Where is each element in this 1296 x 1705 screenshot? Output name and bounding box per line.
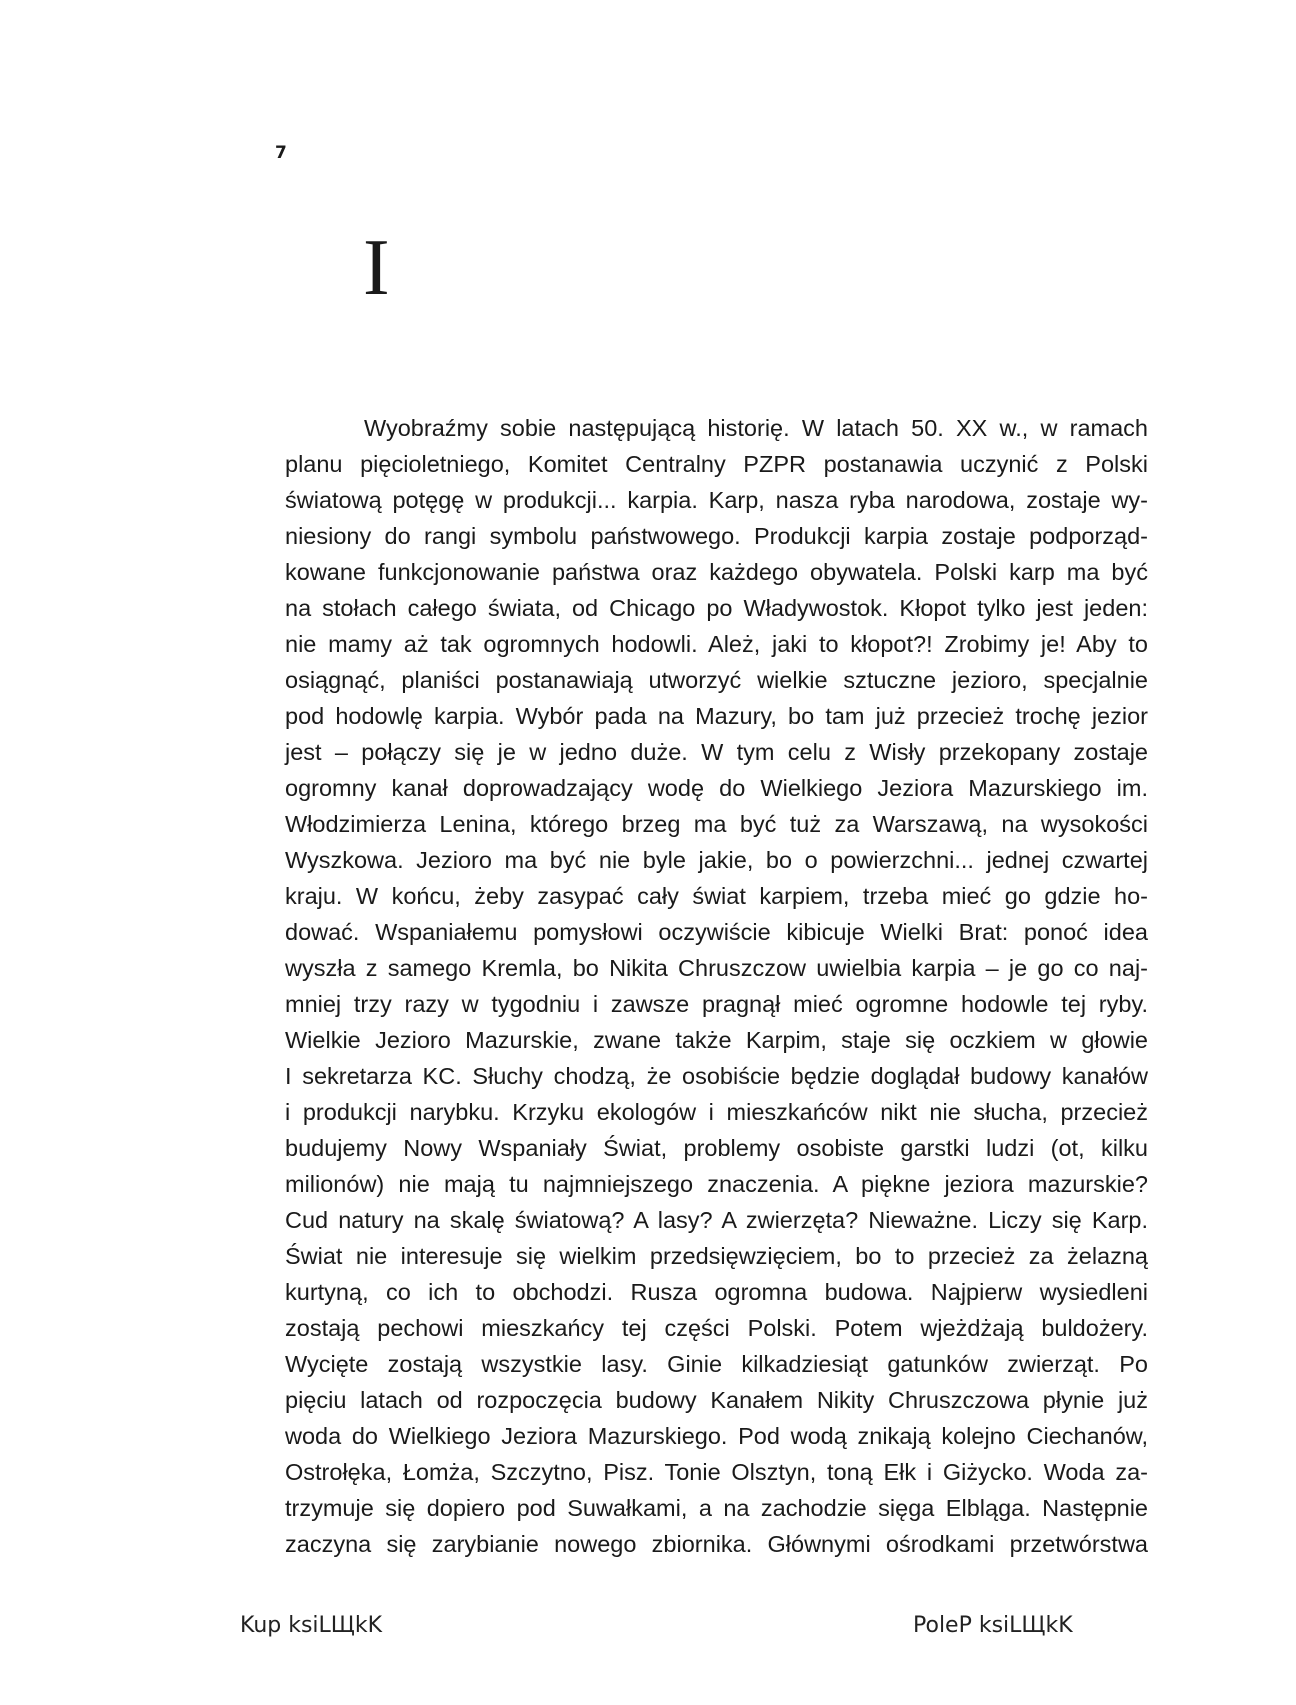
page-number: 7 xyxy=(275,143,287,163)
chapter-numeral: I xyxy=(363,224,390,312)
text-line: zostają pechowi mieszkańcy tej części Polski. Potem wjeżdżają buldożery. xyxy=(285,1315,1148,1341)
text-line: nie mamy aż tak ogromnych hodowli. Ależ, jaki to kłopot?! Zrobimy je! Aby to xyxy=(285,631,1148,657)
text-line: Wyobraźmy sobie następującą historię. W latach 50. XX w., w ramach xyxy=(364,415,1148,441)
text-line: mniej trzy razy w tygodniu i zawsze pragnął mieć ogromne hodowle tej ryby. xyxy=(285,991,1148,1017)
text-line: dować. Wspaniałemu pomysłowi oczywiście kibicuje Wielki Brat: ponoć idea xyxy=(285,919,1148,945)
text-line: Wielkie Jezioro Mazurskie, zwane także Karpim, staje się oczkiem w głowie xyxy=(285,1027,1148,1053)
text-line: wyszła z samego Kremla, bo Nikita Chruszczow uwielbia karpia – je go co naj- xyxy=(285,955,1148,981)
text-line: na stołach całego świata, od Chicago po Władywostok. Kłopot tylko jest jeden: xyxy=(285,595,1148,621)
text-line: I sekretarza KC. Słuchy chodzą, że osobiście będzie doglądał budowy kanałów xyxy=(285,1063,1148,1089)
text-line: pięciu latach od rozpoczęcia budowy Kanałem Nikity Chruszczowa płynie już xyxy=(285,1387,1148,1413)
text-line: i produkcji narybku. Krzyku ekologów i mieszkańców nikt nie słucha, przecież xyxy=(285,1099,1148,1125)
body-paragraph xyxy=(285,410,1148,1562)
text-line: woda do Wielkiego Jeziora Mazurskiego. Pod wodą znikają kolejno Ciechanów, xyxy=(285,1423,1148,1449)
text-line: Świat nie interesuje się wielkim przedsięwzięciem, bo to przecież za żelazną xyxy=(285,1243,1148,1269)
text-line: kowane funkcjonowanie państwa oraz każdego obywatela. Polski karp ma być xyxy=(285,559,1148,585)
text-line: zaczyna się zarybianie nowego zbiornika. Głównymi ośrodkami przetwórstwa xyxy=(285,1531,1148,1557)
text-line: światową potęgę w produkcji... karpia. Karp, nasza ryba narodowa, zostaje wy- xyxy=(285,487,1148,513)
text-line: Wyszkowa. Jezioro ma być nie byle jakie, bo o powierzchni... jednej czwartej xyxy=(285,847,1148,873)
text-line: planu pięcioletniego, Komitet Centralny PZPR postanawia uczynić z Polski xyxy=(285,451,1148,477)
text-line: pod hodowlę karpia. Wybór pada na Mazury, bo tam już przecież trochę jezior xyxy=(285,703,1148,729)
text-line: Włodzimierza Lenina, którego brzeg ma być tuż za Warszawą, na wysokości xyxy=(285,811,1148,837)
text-line: budujemy Nowy Wspaniały Świat, problemy osobiste garstki ludzi (ot, kilku xyxy=(285,1135,1148,1161)
text-line: niesiony do rangi symbolu państwowego. Produkcji karpia zostaje podporząd- xyxy=(285,523,1148,549)
text-line: trzymuje się dopiero pod Suwałkami, a na zachodzie sięga Elbląga. Następnie xyxy=(285,1495,1148,1521)
text-line: Wycięte zostają wszystkie lasy. Ginie kilkadziesiąt gatunków zwierząt. Po xyxy=(285,1351,1148,1377)
text-line: osiągnąć, planiści postanawiają utworzyć wielkie sztuczne jezioro, specjalnie xyxy=(285,667,1148,693)
text-line: ogromny kanał doprowadzający wodę do Wielkiego Jeziora Mazurskiego im. xyxy=(285,775,1148,801)
text-line: Ostrołęka, Łomża, Szczytno, Pisz. Tonie Olsztyn, toną Ełk i Giżycko. Woda za- xyxy=(285,1459,1148,1485)
text-line: jest – połączy się je w jedno duże. W tym celu z Wisły przekopany zostaje xyxy=(285,739,1148,765)
text-line: kurtyną, co ich to obchodzi. Rusza ogromna budowa. Najpierw wysiedleni xyxy=(285,1279,1148,1305)
text-line: milionów) nie mają tu najmniejszego znaczenia. A piękne jeziora mazurskie? xyxy=(285,1171,1148,1197)
buy-book-link[interactable]: Kup ksiLЩkK xyxy=(240,1613,383,1638)
recommend-book-link[interactable]: PoleP ksiLЩkK xyxy=(913,1613,1073,1638)
text-line: Cud natury na skalę światową? A lasy? A zwierzęta? Nieważne. Liczy się Karp. xyxy=(285,1207,1148,1233)
text-line: kraju. W końcu, żeby zasypać cały świat karpiem, trzeba mieć go gdzie ho- xyxy=(285,883,1148,909)
